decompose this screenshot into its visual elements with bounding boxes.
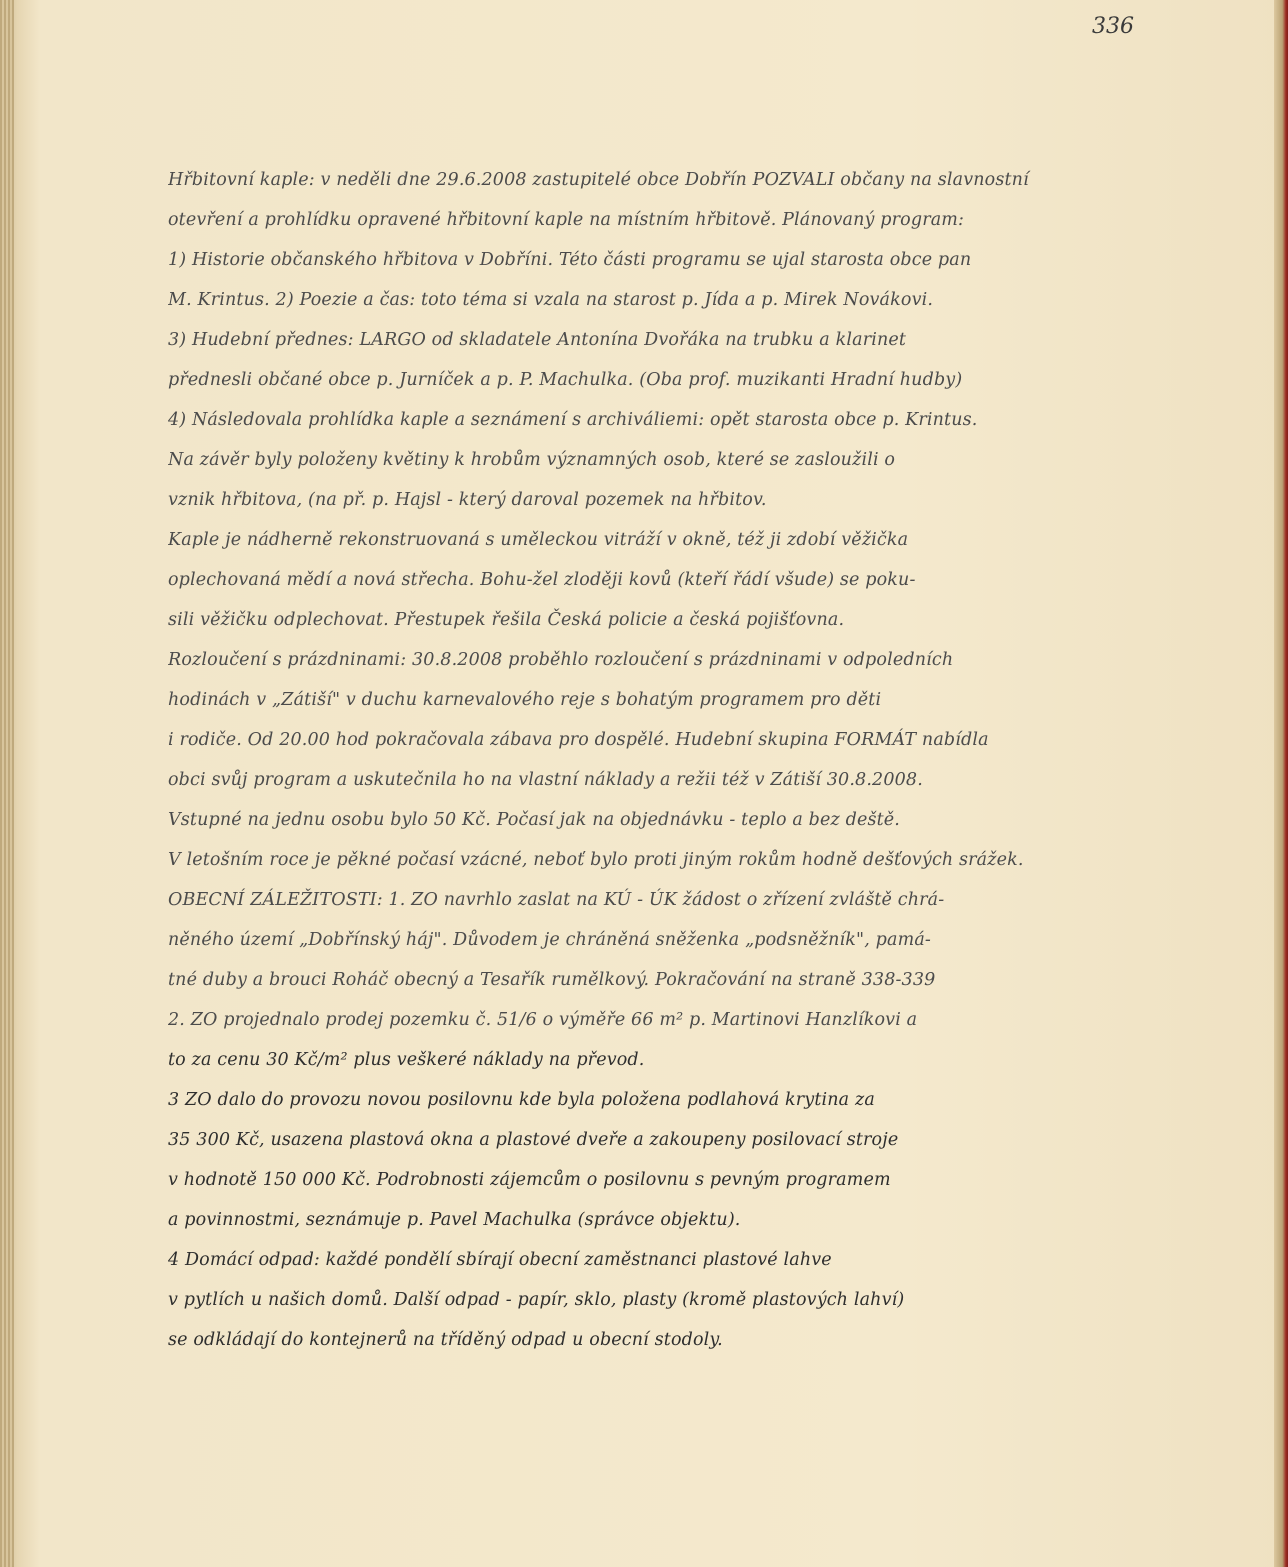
text-line: M. Krintus. 2) Poezie a čas: toto téma si vzala na starost p. Jída a p. Mirek Novákovi. (168, 290, 934, 310)
text-line: obci svůj program a uskutečnila ho na vlastní náklady a režii též v Zátiší 30.8.2008. (168, 770, 923, 790)
text-line: 3) Hudební přednes: LARGO od skladatele Antonína Dvořáka na trubku a klarinet (168, 330, 907, 350)
text-line: 3 ZO dalo do provozu novou posilovnu kde byla položena podlahová krytina za (168, 1090, 875, 1110)
text-line: oplechovaná mědí a nová střecha. Bohu-žel zloději kovů (kteří řádí všude) se poku- (168, 570, 916, 590)
text-line: V letošním roce je pěkné počasí vzácné, neboť bylo proti jiným rokům hodně dešťových srážek. (168, 850, 1024, 870)
text-line: 4 Domácí odpad: každé pondělí sbírají obecní zaměstnanci plastové lahve (168, 1250, 832, 1270)
handwritten-text (168, 160, 1188, 1360)
text-line: otevření a prohlídku opravené hřbitovní kaple na místním hřbitově. Plánovaný program: (168, 210, 965, 230)
text-line: 4) Následovala prohlídka kaple a seznámení s archiváliemi: opět starosta obce p. Krintus. (168, 410, 978, 430)
text-line: přednesli občané obce p. Jurníček a p. P. Machulka. (Oba prof. muzikanti Hradní hudby) (168, 370, 963, 390)
text-line: sili věžičku odplechovat. Přestupek řešila Česká policie a česká pojišťovna. (168, 610, 845, 630)
text-line: to za cenu 30 Kč/m² plus veškeré náklady na převod. (168, 1050, 645, 1070)
text-line: v hodnotě 150 000 Kč. Podrobnosti zájemcům o posilovnu s pevným programem (168, 1170, 891, 1190)
text-line: 35 300 Kč, usazena plastová okna a plastové dveře a zakoupeny posilovací stroje (168, 1130, 899, 1150)
text-line: tné duby a brouci Roháč obecný a Tesařík rumělkový. Pokračování na straně 338-339 (168, 970, 936, 990)
text-line: v pytlích u našich domů. Další odpad - papír, sklo, plasty (kromě plastových lahví) (168, 1290, 905, 1310)
text-line: se odkládají do kontejnerů na tříděný odpad u obecní stodoly. (168, 1330, 723, 1350)
text-line: Vstupné na jednu osobu bylo 50 Kč. Počasí jak na objednávku - teplo a bez deště. (168, 810, 900, 830)
text-line: něného území „Dobřínský háj". Důvodem je chráněná sněženka „podsněžník", pamá- (168, 930, 931, 950)
text-line: 1) Historie občanského hřbitova v Dobříni. Této části programu se ujal starosta obce pan (168, 250, 972, 270)
text-line: hodinách v „Zátiší" v duchu karnevalového reje s bohatým programem pro děti (168, 690, 882, 710)
text-line: Kaple je nádherně rekonstruovaná s uměleckou vitráží v okně, též ji zdobí věžička (168, 530, 909, 550)
page-edge-right (1274, 0, 1288, 1567)
text-line: a povinnostmi, seznámuje p. Pavel Machulka (správce objektu). (168, 1210, 741, 1230)
text-line: Na závěr byly položeny květiny k hrobům významných osob, které se zasloužili o (168, 450, 896, 470)
text-line: 2. ZO projednalo prodej pozemku č. 51/6 o výměře 66 m² p. Martinovi Hanzlíkovi a (168, 1010, 918, 1030)
text-line: Rozloučení s prázdninami: 30.8.2008 proběhlo rozloučení s prázdninami v odpoledních (168, 650, 954, 670)
text-line: OBECNÍ ZÁLEŽITOSTI: 1. ZO navrhlo zaslat na KÚ - ÚK žádost o zřízení zvláště chrá- (168, 890, 945, 910)
text-line: i rodiče. Od 20.00 hod pokračovala zábava pro dospělé. Hudební skupina FORMÁT nabídla (168, 730, 989, 750)
text-line: vznik hřbitova, (na př. p. Hajsl - který daroval pozemek na hřbitov. (168, 490, 767, 510)
page-edge-left (0, 0, 14, 1567)
text-line: Hřbitovní kaple: v neděli dne 29.6.2008 zastupitelé obce Dobřín POZVALI občany na slavnostní (168, 170, 1029, 190)
page-number: 336 (1092, 14, 1134, 39)
